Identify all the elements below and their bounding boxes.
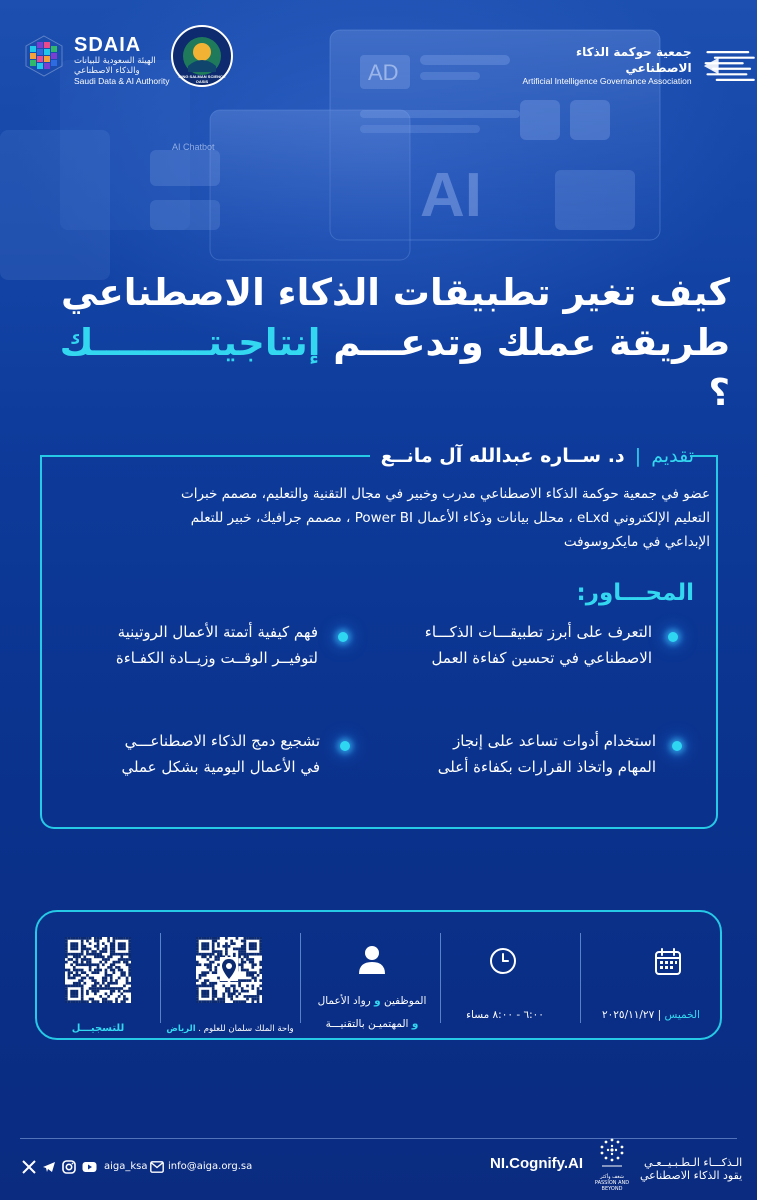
location-pin-icon [220,957,238,981]
axis-bullet-2 [338,632,348,642]
axis-item-2-line2: لتوفيــر الوقــت وزيــادة الكفـاءة [115,649,318,667]
audience-line-2 [305,1017,439,1031]
clock-icon [488,946,518,976]
ad-label: AD [368,60,399,85]
chatbot-label: AI Chatbot [172,142,215,152]
aiga-arabic: جمعية حوكمة الذكاء الاصطناعي [575,45,692,75]
telegram-icon[interactable] [42,1160,56,1174]
contact-email[interactable]: info@aiga.org.sa [168,1161,253,1172]
info-divider [160,933,161,1023]
ai-label: AI [420,161,482,230]
presenter-bio [62,482,710,554]
audience-tech-enthusiasts: المهتميـن بالتقنيـــة [325,1018,412,1030]
bio-line-3: الإبداعي في مايكروسوفت [563,534,710,550]
social-handle[interactable]: aiga_ksa [104,1161,148,1172]
presenter-heading [370,441,694,471]
date-day: الخميس [664,1009,700,1021]
box-top-border-right [690,455,718,457]
footer-divider [20,1138,737,1139]
passion-arabic: شغف وأكثر [600,1174,624,1180]
title-highlight: إنتاجيتـــــــــك [59,321,321,364]
instagram-icon[interactable] [62,1160,76,1174]
natural-intelligence-logo [640,1156,742,1182]
axes-title: المحـــاور: [576,580,694,606]
bio-line-1: عضو في جمعية حوكمة الذكاء الاصطناعي مدرب وخبير في مجال التقنية والتعليم، مصمم خبرات [181,486,710,502]
axis-bullet-1 [668,632,678,642]
passion-and-beyond-mark-icon [598,1136,626,1174]
audience-employees: الموظفين [380,995,427,1007]
axis-bullet-4 [340,741,350,751]
axis-item-1-line1: التعرف على أبرز تطبيقـــات الذكـــاء [424,623,652,641]
info-divider [300,933,301,1023]
info-divider [440,933,441,1023]
location-qr-code[interactable] [196,937,262,1003]
axis-item-3 [380,728,656,780]
title-line-2-end: ؟ [708,371,730,414]
date-separator: | [657,1009,662,1021]
cognify-brand: NI.Cognify.AI [490,1155,584,1172]
event-audience [305,994,439,1031]
info-divider [580,933,581,1023]
axis-item-4-line1: تشجيع دمج الذكاء الاصطناعـــي [124,732,320,750]
person-icon [357,944,387,976]
aiga-mark-icon [702,45,757,87]
passion-and-beyond-text [594,1174,630,1192]
event-time: ٦:٠٠ - ٨:٠٠ مساء [466,1009,544,1021]
presenter-label: تقديم [651,445,694,467]
audience-line-1 [305,994,439,1008]
audience-entrepreneurs: رواد الأعمال [317,995,375,1007]
register-label: للتسجيـــل [71,1023,125,1034]
sdaia-mark-icon [22,34,66,78]
bio-line-2: التعليم الإلكتروني eLxd ، محلل بيانات وذكاء الأعمال Power BI ، مصمم جرافيك، خبير للتعلم [190,510,710,526]
presenter-name: د. ســاره عبدالله آل مانــع [380,445,625,467]
event-date [586,1008,716,1022]
nat-line-2: يقود الذكاء الاصطناعي [640,1169,743,1182]
location-city: الرياض [166,1024,196,1034]
axis-bullet-3 [672,741,682,751]
sdaia-arabic-line2: والذكاء الاصطناعي [74,66,140,76]
axis-item-3-line2: المهام واتخاذ القرارات بكفاءة أعلى [437,758,656,776]
axis-item-4 [64,728,320,780]
audience-and-2: و [411,1018,419,1030]
axis-item-1 [380,619,652,671]
aiga-english: Artificial Intelligence Governance Association [522,76,692,86]
audience-and: و [374,995,381,1007]
aiga-logo [520,44,757,87]
email-icon [150,1161,164,1173]
box-top-border-left [40,455,370,457]
sdaia-name: SDAIA [74,34,142,56]
date-value: ٢٠٢٥/١١/٢٧ [602,1009,655,1021]
title-line-2-start: طريقة عملك وتدعـــم [320,321,730,364]
presenter-separator: | [634,445,642,467]
registration-qr-code[interactable] [65,937,131,1003]
title-line-2 [40,318,730,418]
passion-english: PASSION AND BEYOND [594,1180,630,1192]
sdaia-english: Saudi Data & AI Authority [74,76,170,86]
ksms-logo [170,24,234,88]
axis-item-2 [64,619,318,671]
axis-item-1-line2: الاصطناعي في تحسين كفاءة العمل [431,649,652,667]
sdaia-logo [22,34,169,87]
youtube-icon[interactable] [82,1160,97,1174]
title-line-1: كيف تغير تطبيقات الذكاء الاصطناعي [61,271,730,314]
location-text: واحة الملك سلمان للعلوم . [195,1024,294,1034]
axis-item-3-line1: استخدام أدوات تساعد على إنجاز [453,732,656,750]
event-location [166,1022,294,1036]
ksms-ring-text: KING SALMAN SCIENCE OASIS [178,74,226,84]
axis-item-4-line2: في الأعمال اليومية بشكل عملي [121,758,320,776]
nat-line-1: الـذكـــاء الـطـبـيــعـي [644,1156,743,1169]
calendar-icon [653,947,683,977]
axis-item-2-line1: فهم كيفية أتمتة الأعمال الروتينية [117,623,318,641]
sdaia-arabic-line1: الهيئة السعودية للبيانات [74,56,156,66]
x-twitter-icon[interactable] [22,1160,36,1174]
